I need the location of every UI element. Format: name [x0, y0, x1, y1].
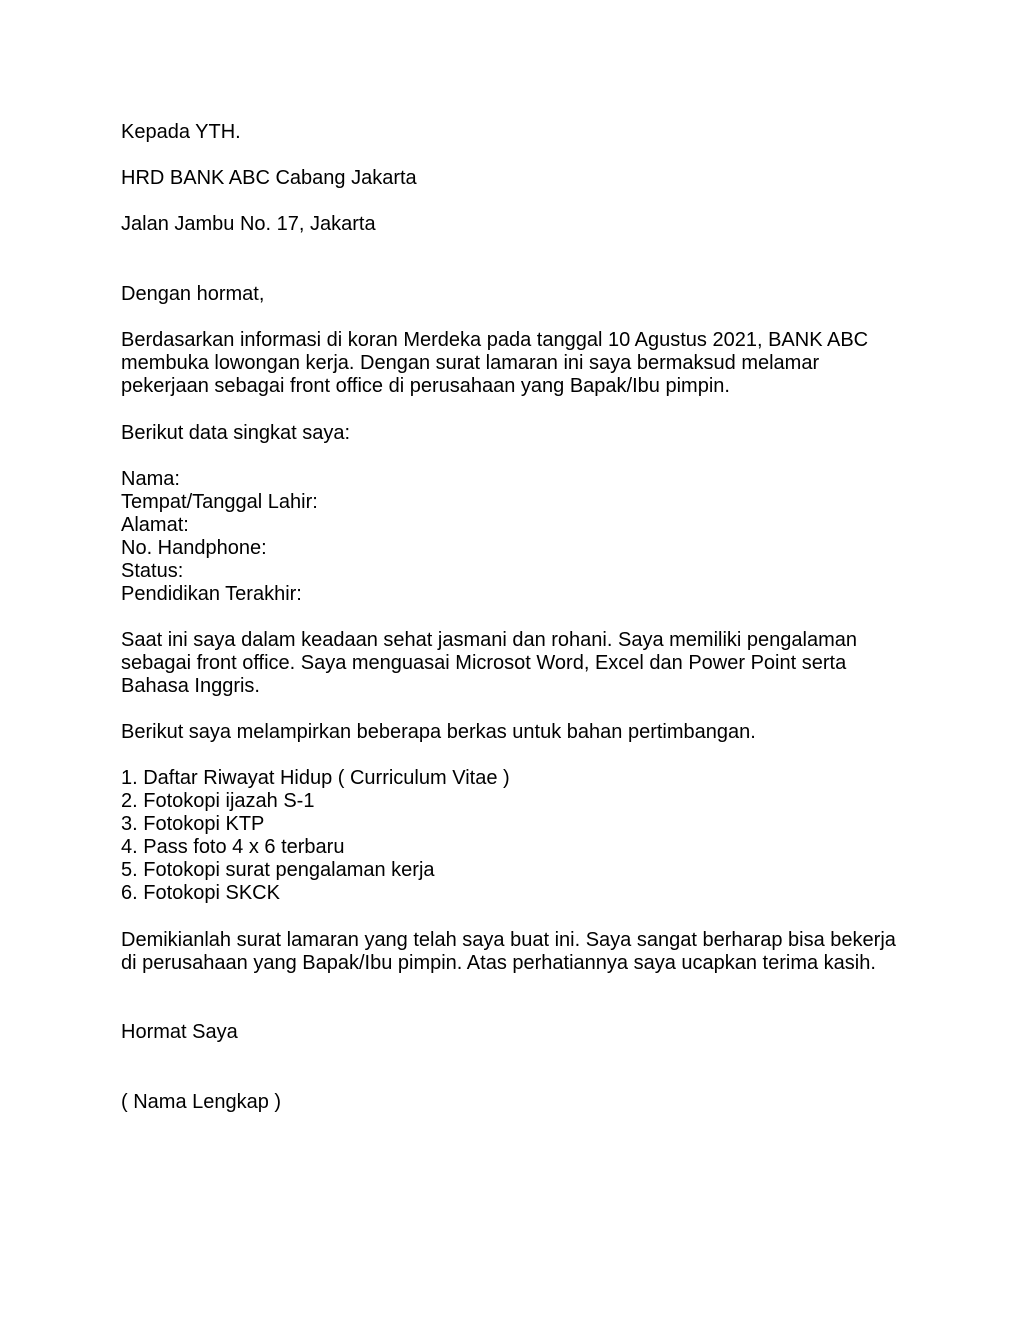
intro-line: pekerjaan sebagai front office di perusahaan yang Bapak/Ibu pimpin.: [121, 375, 730, 397]
recipient-salutation: Kepada YTH.: [121, 121, 241, 143]
attachment-item: 1. Daftar Riwayat Hidup ( Curriculum Vitae ): [121, 767, 510, 789]
closing-paragraph: [121, 929, 896, 975]
qualifications-line: Saat ini saya dalam keadaan sehat jasmani dan rohani. Saya memiliki pengalaman: [121, 629, 857, 651]
attachment-item: 5. Fotokopi surat pengalaman kerja: [121, 859, 435, 881]
attachments-intro: Berikut saya melampirkan beberapa berkas untuk bahan pertimbangan.: [121, 721, 756, 743]
recipient-address: Jalan Jambu No. 17, Jakarta: [121, 213, 376, 235]
recipient-organization: HRD BANK ABC Cabang Jakarta: [121, 167, 417, 189]
signature-name: ( Nama Lengkap ): [121, 1091, 282, 1113]
data-intro: Berikut data singkat saya:: [121, 422, 351, 444]
intro-line: membuka lowongan kerja. Dengan surat lamaran ini saya bermaksud melamar: [121, 352, 820, 374]
intro-paragraph: [121, 329, 868, 398]
attachment-item: 3. Fotokopi KTP: [121, 813, 265, 835]
signoff: Hormat Saya: [121, 1021, 238, 1043]
field-no-handphone: No. Handphone:: [121, 537, 267, 559]
attachment-item: 2. Fotokopi ijazah S-1: [121, 790, 315, 812]
qualifications-paragraph: [121, 629, 857, 698]
attachment-item: 4. Pass foto 4 x 6 terbaru: [121, 836, 345, 858]
field-status: Status:: [121, 560, 184, 582]
attachments-list: [121, 767, 510, 905]
attachment-item: 6. Fotokopi SKCK: [121, 882, 280, 904]
field-alamat: Alamat:: [121, 514, 189, 536]
field-tempat-tanggal-lahir: Tempat/Tanggal Lahir:: [121, 491, 318, 513]
qualifications-line: sebagai front office. Saya menguasai Microsot Word, Excel dan Power Point serta: [121, 652, 847, 674]
personal-data-list: [121, 468, 318, 606]
intro-line: Berdasarkan informasi di koran Merdeka pada tanggal 10 Agustus 2021, BANK ABC: [121, 329, 869, 351]
closing-line: di perusahaan yang Bapak/Ibu pimpin. Atas perhatiannya saya ucapkan terima kasih.: [121, 952, 876, 974]
greeting: Dengan hormat,: [121, 283, 265, 305]
closing-line: Demikianlah surat lamaran yang telah saya buat ini. Saya sangat berharap bisa bekerja: [121, 929, 896, 951]
field-pendidikan-terakhir: Pendidikan Terakhir:: [121, 583, 302, 605]
qualifications-line: Bahasa Inggris.: [121, 675, 260, 697]
field-nama: Nama:: [121, 468, 180, 490]
